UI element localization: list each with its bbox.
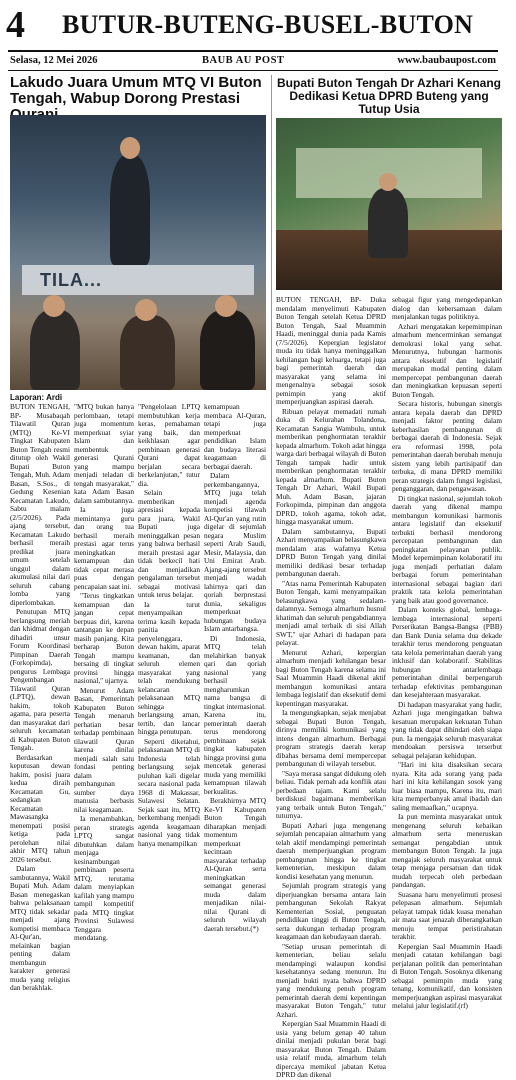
paragraph: BUTON TENGAH, BP- Musabaqah Tilawatil Quran (MTQ) Ke-VI Tingkat Kabupaten Buton Tengah resmi ditutup oleh Wakil Bupati Buton Tengah, Muh. Adam Basan, S.Sos., di Gedung Kesenian Kecamatan Lakudo, Sabtu malam (2/5/2026). Pada ajang tersebut, Kecamatan Lakudo berhasil meraih predikat juara umum setelah unggul dalam akumulasi nilai dari seluruh cabang lomba yang diperlombakan.: [10, 402, 70, 607]
paragraph: Ia turut menyampaikan terima kasih kepada panitia penyelenggara, dewan hakim, aparat keamanan, dan seluruh elemen masyarakat yang telah mendukung kelancaran pelaksanaan MTQ sehingga berlangsung aman, tertib, dan lancar hingga penutupan.: [138, 599, 200, 736]
paragraph: Menurut Azhari, kepergian almarhum menjadi kehilangan besar bagi Buton Tengah karena selama ini Saal Muammin Haadi dikenal aktif membangun komunikasi antara lembaga legislatif dan eksekutif demi kepentingan masyarakat.: [276, 647, 386, 708]
paragraph: "Pengelolaan LPTQ membutuhkan kerja keras, pemahaman yang baik, dan keikhlasan agar pembinaan generasi Qurani dapat berjalan secara berkelanjutan," tutur dia.: [138, 402, 200, 488]
side-vertical-strip: [502, 6, 514, 66]
page-number: 4: [6, 4, 25, 46]
right-column-2: [392, 295, 503, 1010]
right-headline: Bupati Buton Tengah Dr Azhari Kenang Dedikasi Ketua DPRD Buteng yang Tutup Usia: [277, 76, 501, 116]
paragraph: Sejumlah program strategis yang diperjuangkan bersama antara lain pembangunan Sekolah Rakyat Kementerian Sosial, penguatan pendidikan tinggi di Buton Tengah, serta dukungan terhadap program keagamaan dan kebudayaan daerah.: [276, 881, 386, 941]
paragraph: Di Indonesia, MTQ telah melahirkan banyak qari dan qoriah nasional yang berhasil mengharumkan nama bangsa di tingkat internasional. Karena itu, pemerintah daerah terus mendorong pembinaan sejak tingkat kabupaten hingga provinsi guna mencetak generasi muda yang memiliki kemampuan tilawah berkualitas.: [204, 633, 266, 796]
issue-date: Selasa, 12 Mei 2026: [10, 55, 98, 66]
paragraph: kemampuan membaca Al-Quran, tetapi juga memperkuat pendidikan Islam dan budaya literasi keagamaan di berbagai daerah.: [204, 402, 266, 471]
photo-caption: Laporan: Ardi: [10, 393, 63, 402]
masthead-rule: [8, 50, 498, 52]
left-headline: Lakudo Juara Umum MTQ VI Buton Tengah, Wabup Dorong Prestasi: [10, 74, 262, 107]
photo-figure: [200, 310, 255, 390]
photo-figure: [110, 155, 150, 265]
paragraph: "Atas nama Pemerintah Kabupaten Buton Tengah, kami menyampaikan belasungkawa yang sedalam-dalamnya. Semoga almarhum husnul khatimah dan seluruh pengabdiannya menjadi amal terbaik di sisi Allah SWT," ujar Azhari di hadapan para pelayat.: [276, 578, 386, 647]
left-column-1: [10, 402, 70, 992]
photo-figure-head: [120, 137, 140, 159]
paragraph: BUTON TENGAH, BP- Duka mendalam menyelimuti Kabupaten Buton Tengah setelah Ketua DPRD Buton Tengah, Saal Muammin Haadi, meninggal dunia pada Kamis (7/5/2026). Kepergian legislator muda itu tidak hanya meninggalkan kehilangan bagi keluarga, tetapi juga bagi pemerintah daerah dan masyarakat yang selama ini mengenalnya sebagai sosok pemimpin yang aktif memperjuangkan aspirasi daerah.: [276, 295, 386, 406]
photo-figure-head: [215, 295, 237, 317]
paragraph: "Saya merasa sangat didukung oleh beliau. Tidak pernah ada konflik atau perbedaan tajam. Kami selalu berdiskusi bagaimana memberikan yang terbaik untuk Buton Tengah," tuturnya.: [276, 768, 386, 820]
paragraph: Ribuan pelayat memadati rumah duka di Kelurahan Tolandona, Kecamatan Sangia Wambulu, untuk memberikan penghormatan terakhir kepada almarhum. Tokoh adat hingga warga dari berbagai wilayah di Buton Tengah tampak hadir untuk memberikan penghormatan terakhir kepada almarhum. Bupati Buton Tengah Dr Azhari, Wakil Bupati Muh. Adam Basan, jajaran Forkopimda, pimpinan dan anggota DPRD, tokoh agama, tokoh adat, hingga masyarakat umum.: [276, 406, 386, 526]
left-column-4: [204, 402, 266, 933]
paragraph: Dalam sambutannya, Wakil Bupati Muh. Adam Basan menegaskan bahwa pelaksanaan MTQ tidak sekadar menjadi ajang kompetisi membaca Al-Qur'an, melainkan bagian penting dalam membangun karakter generasi muda yang religius dan berakhlak.: [10, 864, 70, 992]
right-article-photo: [276, 118, 502, 290]
paragraph: Selain memberikan apresiasi kepada para juara, Wakil Bupati juga meninggalkan pesan yang bahwa berhasil meraih prestasi agar tidak berkecil hati dan menjadikan pengalaman tersebut sebagai motivasi untuk terus belajar.: [138, 488, 200, 599]
photo-figure: [368, 188, 408, 258]
paragraph: Dalam konteks global, lembaga-lembaga internasional seperti Perserikatan Bangsa-Bangsa (PBB) dan Bank Dunia selama dua dekade terakhir terus mendorong penguatan tata kelola pemerintahan daerah yang inklusif dan kolaboratif. Stabilitas hubungan antarlembaga pemerintahan dinilai berpengaruh terhadap efektivitas pembangunan dan kesejahteraan masyarakat.: [392, 605, 502, 699]
left-column-2: [74, 402, 134, 942]
paragraph: sebagai figur yang mengedepankan dialog dan kebersamaan dalam menjalankan tugas politiknya.: [392, 295, 502, 321]
website-link[interactable]: www.baubaupost.com: [397, 55, 496, 66]
column-divider: [271, 75, 272, 792]
paragraph: "Terus tingkatkan kemampuan dan jangan cepat berpuas diri, karena tantangan ke depan masih panjang. Kita berharap Buton Tengah mampu bersaing di tingkat provinsi hingga nasional," ujarnya.: [74, 591, 134, 685]
left-column-3: [138, 402, 200, 848]
dateline-rule: [8, 70, 498, 71]
paragraph: "MTQ bukan hanya perlombaan, tetapi juga momentum memperkuat syiar Islam dan membentuk generasi Qurani yang mampu menjadi teladan di tengah masyarakat," kata Adam Basan dalam sambutannya.: [74, 402, 134, 505]
photo-figure: [120, 315, 175, 390]
photo-figure: [30, 310, 80, 390]
photo-figure-head: [43, 295, 65, 317]
paragraph: Kepergian Saal Muammin Haadi di usia yang belum genap 40 tahun dinilai menjadi pukulan berat bagi masyarakat Buton Tengah. Dalam usia relatif muda, almarhum telah dipercaya memikul jabatan Ketua DPRD dan dikenal: [276, 1019, 386, 1079]
photo-figure-head: [135, 299, 157, 321]
paragraph: Bupati Azhari juga mengenang sejumlah pencapaian almarhum yang telah aktif mendampingi pemerintah daerah memperjuangkan program pembangunan hingga ke tingkat kementerian, meskipun dalam kondisi kesehatan yang menurun.: [276, 820, 386, 881]
paragraph: Berdasarkan keputusan dewan hakim, posisi juara kedua diraih Kecamatan Gu, sedangkan Kecamatan Mawasangka menempati posisi ketiga pada perolehan nilai akhir MTQ tahun 2026 tersebut.: [10, 752, 70, 864]
paragraph: Seperti diketahui, pelaksanaan MTQ di Indonesia telah berlangsung sejak puluhan kali digelar secara nasional pada 1968 di Makassar, Sulawesi Selatan. Sejak saat itu, MTQ berkembang menjadi agenda keagamaan nasional yang tidak hanya menampilkan: [138, 736, 200, 848]
paragraph: Dalam sambutannya, Bupati Azhari menyampaikan belasungkawa mendalam atas wafatnya Ketua DPRD Buton Tengah yang dinilai memiliki dedikasi besar terhadap pembangunan daerah.: [276, 526, 386, 578]
paragraph: Suasana haru menyelimuti prosesi pelepasan almarhum. Sejumlah pelayat tampak tidak kuasa menahan air mata saat jenazah diberangkatkan menuju tempat peristirahatan terakhir.: [392, 889, 502, 941]
masthead-title: BUTUR-BUTENG-BUSEL-BUTON: [62, 10, 474, 39]
paragraph: Ia pun meminta masyarakat untuk mengenang seluruh kebaikan almarhum serta meneruskan semangat pengabdian untuk membangun Buton Tengah. Ia juga mengajak seluruh masyarakat untuk tetap menjaga persatuan dan tidak mudah terpecah oleh perbedaan pandangan.: [392, 812, 502, 889]
paragraph: Secara historis, hubungan sinergis antara kepala daerah dan DPRD menjadi faktor penting dalam keberhasilan pembangunan di berbagai daerah di Indonesia. Sejak era reformasi 1998, pola pemerintahan daerah berubah menuju sistem yang lebih partisipatif dan terbuka, di mana DPRD memiliki peran strategis dalam fungsi legislasi, penganggaran, dan pengawasan.: [392, 399, 503, 493]
paragraph: Ia mengungkapkan, sejak menjabat sebagai Bupati Buton Tengah, dirinya memiliki komunikasi yang intens dengan almarhum. Berbagai program strategis daerah kerap dibahas bersama demi mempercepat pembangunan di wilayah tersebut.: [276, 708, 386, 768]
paragraph: Di tingkat nasional, sejumlah tokoh daerah yang dikenal mampu membangun komunikasi harmonis antara legislatif dan eksekutif terbukti berhasil mendorong percepatan pembangunan dan peningkatan pelayanan publik. Model kepemimpinan kolaboratif itu juga menjadi perhatian dalam berbagai forum pemerintahan internasional sebagai bagian dari praktik tata kelola pemerintahan yang baik atau good governance.: [392, 493, 502, 605]
paragraph: Dalam perkembangannya, MTQ juga telah menjadi agenda kompetisi tilawah Al-Qur'an yang rutin digelar di sejumlah negara Muslim seperti Arab Saudi, Mesir, Malaysia, dan Uni Emirat Arab. Ajang-ajang tersebut menjadi wadah lahirnya qari dan qoriah berprestasi dunia, sekaligus memperkuat hubungan budaya Islam antarbangsa.: [204, 471, 266, 633]
paragraph: Ia juga memintanya guru dan orang tua berhasil meraih prestasi agar terus meningkatkan kemampuan dan tidak cepat merasa puas dengan pencapaian saat ini.: [74, 505, 134, 591]
photo-banner-text: TILA...: [40, 270, 102, 290]
right-column-1: [276, 295, 386, 1079]
paragraph: Berakhirnya MTQ Ke-VI Kabupaten Buton Tengah diharapkan menjadi momentum memperkuat kecintaan masyarakat terhadap Al-Quran serta meningkatkan semangat generasi muda dalam menjadikan nilai-nilai Qurani di seluruh wilayah daerah tersebut.(*): [204, 796, 266, 933]
paragraph: Di hadapan masyarakat yang hadir, Azhari juga mengingatkan bahwa kesatuan merupakan kekuatan Tuhan yang tidak dapat dihindari oleh siapa pun. Ia mengajak seluruh masyarakat mendoakan persiswa terserbut sebagai pelajaran kehidupan.: [392, 699, 502, 760]
paragraph: Azhari mengatakan kepemimpinan almarhum mencerminkan semangat demokrasi lokal yang sehat. Menurutnya, hubungan harmonis antara eksekutif dan legislatif merupakan modal penting dalam mempercepat pembangunan daerah dan meningkatkan kepuasan seperti Buton Tengah.: [392, 321, 502, 399]
paragraph: Menurut Adam Basan, Pemerintah Kabupaten Buton Tengah menaruh perhatian besar terhadap pembinaan tilawatil Quran karena dinilai menjadi salah satu fondasi penting dalam pembangunan sumber daya manusia berbasis nilai keagamaan.: [74, 685, 134, 814]
paragraph: Ia menambahkan, peran strategis LPTQ sangat dibutuhkan dalam menjaga kesinambungan pembinaan peserta MTQ, terutama dalam menyiapkan kafilah yang mampu tampil kompetitif pada MTQ tingkat Provinsi Sulawesi Tenggara mendatang.: [74, 814, 134, 942]
paragraph: "Setiap urusan pemerintah di kementerian, beliau selalu mendampingi walaupun kondisi kesehatannya sedang menurun. Itu menjadi bukti nyata bahwa DPRD yang mendukung penuh program pemerintah daerah demi kepentingan masyarakat Buton Tengah," tutur Azhari.: [276, 941, 386, 1019]
photo-figure-head: [379, 173, 397, 191]
paragraph: "Hari ini kita disaksikan secara nyata. Kita ada sorang yang pada hari ini kita kehilangan sosok yang luar biasa mampu, Karena itu, mari kita memperbanyak amal ibadah dan saling memaafkan," ucapnya.: [392, 760, 502, 812]
section-name: BAUB AU POST: [202, 55, 285, 66]
left-article-photo: [10, 115, 266, 390]
paragraph: Kepergian Saal Muammin Haadi menjadi catatan kehilangan bagi perjalanan politik dan pemerintahan di Buton Tengah. Sosoknya dikenang sebagai pemimpin muda yang tenang, komunikatif, dan konsisten memperjuangkan aspirasi masyarakat melalui jalur legislatif.(rf): [392, 941, 502, 1010]
paragraph: Penutupan MTQ berlangsung meriah dan khidmat dengan dihadiri unsur Forum Koordinasi Pimpinan Daerah (Forkopimda), pengurus Lembaga Pengembangan Tilawatil Quran (LPTQ), dewan hakim, tokoh agama, para peserta dan masyarakat dari seluruh kecamatan di Kabupaten Buton Tengah.: [10, 607, 70, 752]
